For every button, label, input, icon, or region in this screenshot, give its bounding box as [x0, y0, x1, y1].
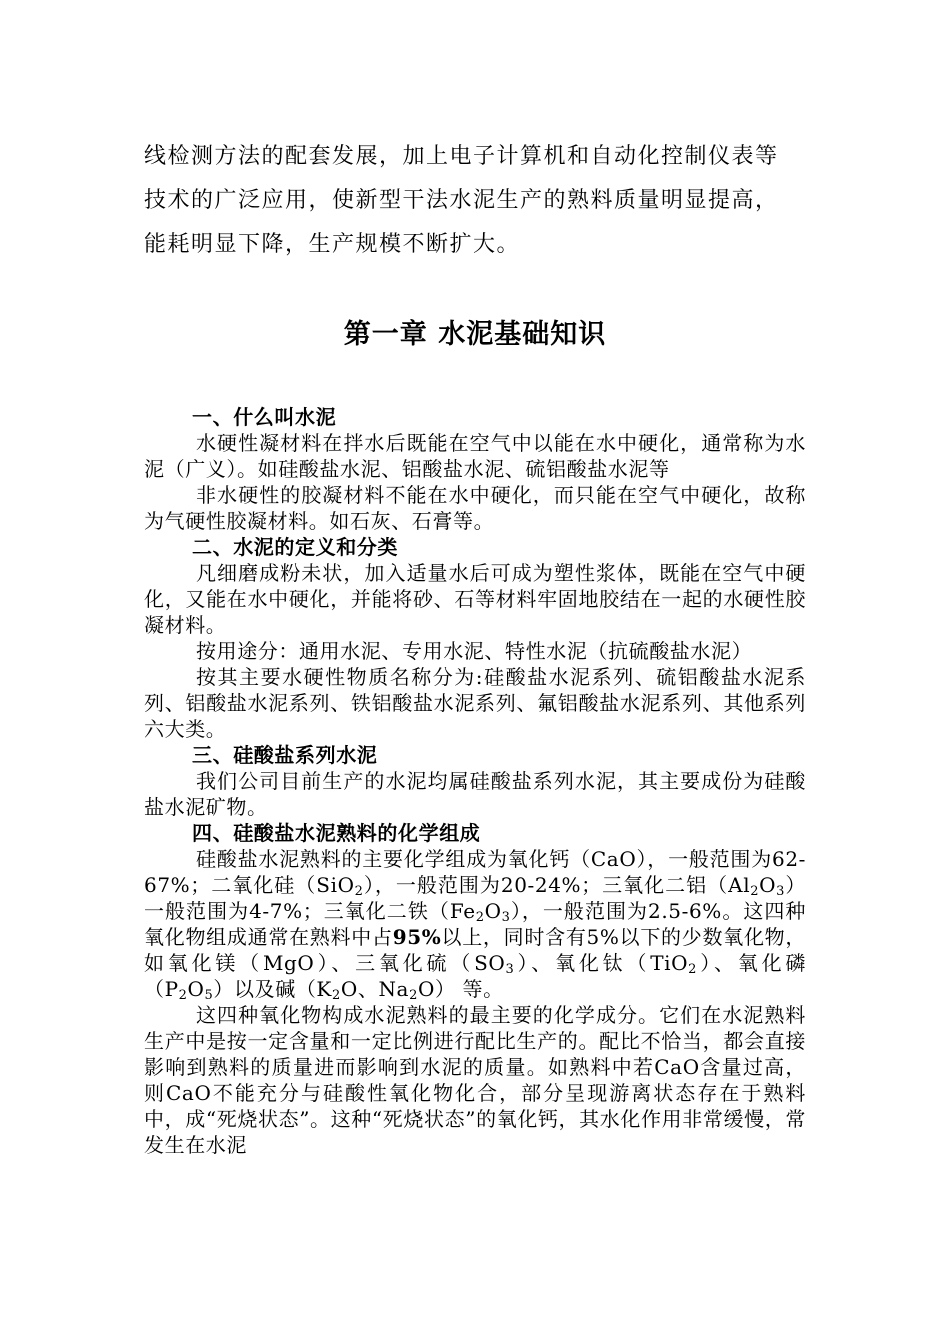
subscript: 3 [501, 910, 511, 925]
text-run: 硅酸盐水泥熟料的主要化学组成为氧化钙（CaO），一般范围为62-67%；二氧化硅（SiO [144, 847, 806, 897]
paragraph: 我们公司目前生产的水泥均属硅酸盐系列水泥，其主要成份为硅酸盐水泥矿物。 [144, 769, 806, 819]
paragraph: 这四种氧化物构成水泥熟料的最主要的化学成分。它们在水泥熟料生产中是按一定含量和一定比例进行配比生产的。配比不恰当，都会直接影响到熟料的质量进而影响到水泥的质量。如熟料中若CaO含量过高，则CaO不能充分与硅酸性氧化物化合，部分呈现游离状态存在于熟料中，成“死烧状态”。这种“死烧状态”的氧化钙，其水化作用非常缓慢，常发生在水泥 [144, 1003, 806, 1157]
bold-percentage: 95% [392, 925, 442, 949]
text-run: O、Na [340, 977, 410, 1001]
chemical-composition-paragraph [144, 846, 806, 1002]
chapter-title: 第一章 水泥基础知识 [343, 319, 607, 350]
paragraph: 凡细磨成粉未状，加入适量水后可成为塑性浆体，既能在空气中硬化，又能在水中硬化，并能将砂、石等材料牢固地胶结在一起的水硬性胶凝材料。 [144, 561, 806, 637]
subscript: 2 [331, 988, 341, 1003]
subscript: 2 [750, 884, 760, 899]
intro-line: 线检测方法的配套发展，加上电子计算机和自动化控制仪表等 [144, 144, 779, 169]
intro-line: 能耗明显下降，生产规模不断扩大。 [144, 232, 521, 257]
text-run: O [759, 873, 777, 897]
text-run: ）一般范围为4-7%；三氧化二铁（Fe [144, 873, 806, 923]
paragraph: 按其主要水硬性物质名称分为:硅酸盐水泥系列、硫铝酸盐水泥系列、铝酸盐水泥系列、铁铝酸盐水泥系列、氟铝酸盐水泥系列、其他系列六大类。 [144, 665, 806, 741]
subscript: 2 [354, 884, 364, 899]
subscript: 2 [475, 910, 485, 925]
text-run: ），一般范围为2.5-6%。这四种氧化物组成通常在熟料中占 [144, 899, 806, 949]
subscript: 2 [409, 988, 418, 1003]
section-heading: 三、硅酸盐系列水泥 [192, 743, 378, 767]
paragraph: 按用途分：通用水泥、专用水泥、特性水泥（抗硫酸盐水泥） [196, 639, 753, 663]
text-run: O [484, 899, 502, 923]
subscript: 2 [688, 962, 698, 977]
subscript: 5 [204, 988, 214, 1003]
section-heading: 一、什么叫水泥 [192, 405, 337, 429]
text-run: ）、氧化钛（TiO [514, 951, 689, 975]
text-run: O [187, 977, 205, 1001]
chapter-body [144, 404, 806, 1158]
intro-paragraph [144, 135, 804, 267]
subscript: 3 [776, 884, 785, 899]
text-run: ），一般范围为20-24%；三氧化二铝（Al [363, 873, 751, 897]
paragraph: 非水硬性的胶凝材料不能在水中硬化，而只能在空气中硬化，故称为气硬性胶凝材料。如石灰、石膏等。 [144, 483, 806, 533]
subscript: 3 [505, 962, 515, 977]
section-heading: 四、硅酸盐水泥熟料的化学组成 [192, 821, 481, 845]
text-run: ）以及碱（K [213, 977, 332, 1001]
text-run: O） 等。 [417, 977, 504, 1001]
subscript: 2 [178, 988, 188, 1003]
intro-line: 技术的广泛应用，使新型干法水泥生产的熟料质量明显提高， [144, 188, 779, 213]
text-run: ）、氧化磷（P [144, 951, 806, 1001]
section-heading: 二、水泥的定义和分类 [192, 535, 398, 559]
text-run: 以上，同时含有5%以下的少数氧化物，如氧化镁（MgO）、三氧化硫（SO [144, 925, 806, 975]
paragraph: 水硬性凝材料在拌水后既能在空气中以能在水中硬化，通常称为水泥（广义）。如硅酸盐水泥、铝酸盐水泥、硫铝酸盐水泥等 [144, 431, 806, 481]
